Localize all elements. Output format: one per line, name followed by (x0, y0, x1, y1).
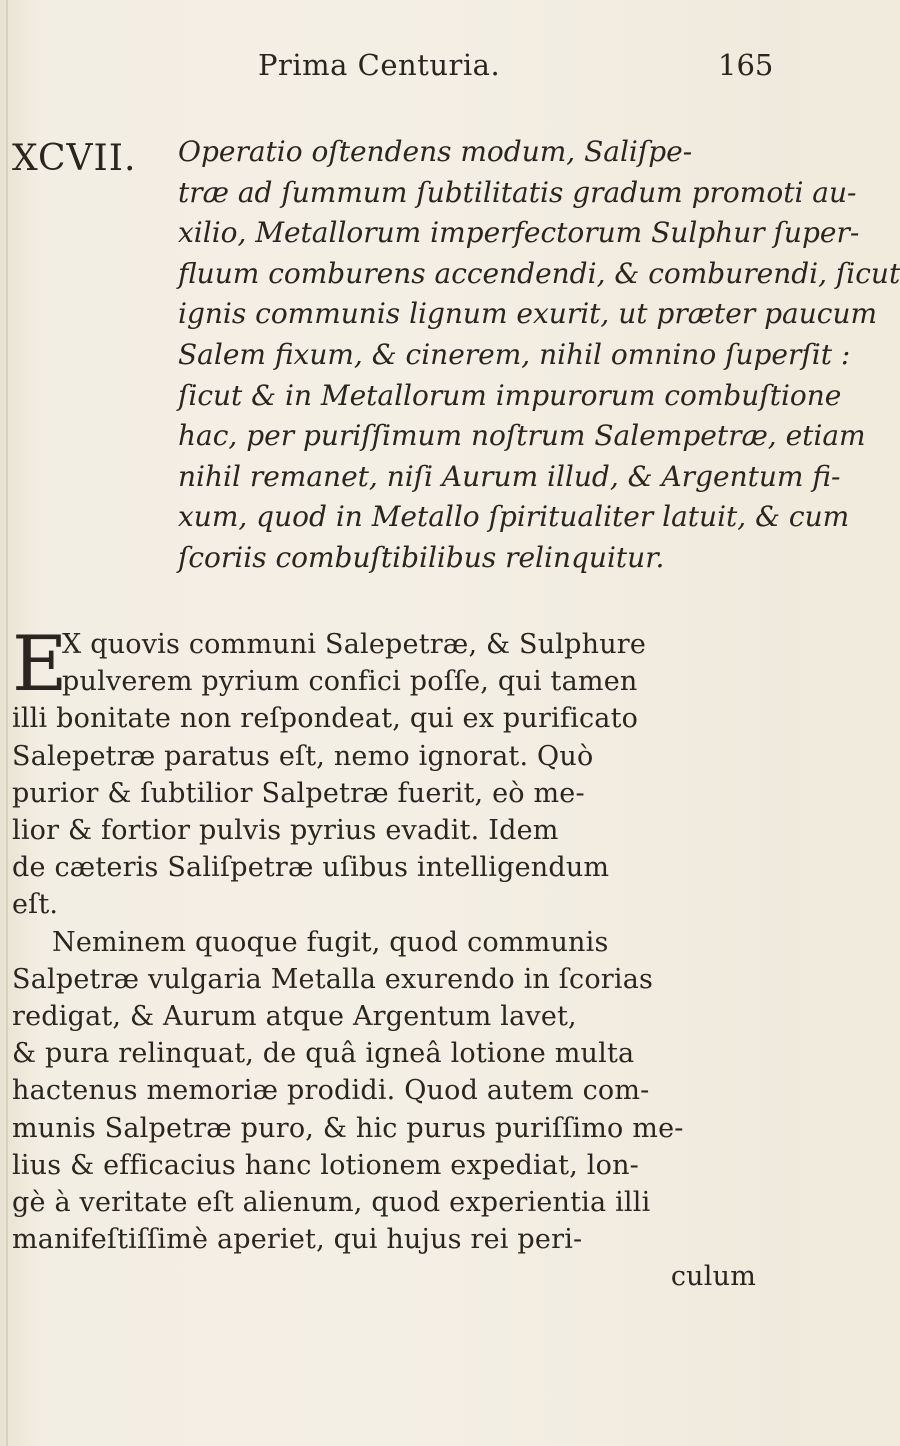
body-line: lior & fortior pulvis pyrius evadit. Idem (12, 815, 559, 847)
heading-line: ſcoriis combuſtibilibus relinquitur. (178, 540, 665, 574)
page-gutter (6, 0, 8, 1446)
running-title: Prima Centuria. (258, 48, 501, 82)
body-line: & pura relinquat, de quâ igneâ lotione multa (12, 1038, 635, 1070)
running-head (0, 44, 800, 94)
chapter-number: XCVII. (12, 138, 137, 179)
body-line: gè à veritate eſt alienum, quod experientia illi (12, 1187, 651, 1219)
body-line: manifeſtiſſimè aperiet, qui hujus rei peri- (12, 1224, 583, 1256)
chapter-heading (12, 132, 900, 579)
heading-line: Operatio oſtendens modum, Saliſpe- (178, 135, 693, 168)
heading-line: nihil remanet, niſi Aurum illud, & Argentum fi- (178, 459, 841, 493)
heading-line: træ ad ſummum ſubtilitatis gradum promoti au- (178, 175, 857, 209)
body-line: lius & efficacius hanc lotionem expediat, lon- (12, 1149, 639, 1181)
body-line: eſt. (12, 889, 59, 921)
body-line-text: X quovis communi Salepetræ, & Sulphure (62, 629, 647, 660)
heading-line: ignis communis lignum exurit, ut præter paucum (178, 297, 878, 331)
body-line: illi bonitate non reſpondeat, qui ex purificato (12, 703, 639, 735)
body-line: de cæteris Saliſpetræ uſibus intelligendum (12, 852, 610, 884)
body-line: redigat, & Aurum atque Argentum lavet, (12, 1001, 577, 1033)
body-line: munis Salpetræ puro, & hic purus puriſſimo me- (12, 1112, 684, 1144)
body-line: purior & ſubtilior Salpetræ fuerit, eò me- (12, 777, 585, 809)
heading-line: ſicut & in Metallorum impurorum combuſtione (178, 378, 842, 412)
body-line: Salepetræ paratus eſt, nemo ignorat. Quò (12, 740, 594, 772)
heading-line: xum, quod in Metallo ſpiritualiter latuit, & cum (178, 500, 850, 534)
body-line: pulverem pyrium confici poſſe, qui tamen (62, 666, 638, 698)
drop-cap: E (12, 619, 68, 708)
catchword: culum (670, 1261, 756, 1293)
body-line: Salpetræ vulgaria Metalla exurendo in ſcorias (12, 963, 654, 995)
heading-line: Salem fixum, & cinerem, nihil omnino ſuperſit : (178, 337, 851, 371)
body-line: Neminem quoque fugit, quod communis (52, 926, 609, 958)
page-number: 165 (718, 48, 774, 82)
body-text (12, 619, 790, 1296)
heading-line: hac, per puriſſimum noſtrum Salempetræ, etiam (178, 419, 866, 453)
heading-line: xilio, Metallorum imperfectorum Sulphur ſuper- (178, 216, 860, 250)
heading-line: fluum comburens accendendi, & comburendi, ſicut (178, 256, 900, 290)
body-line: hactenus memoriæ prodidi. Quod autem com- (12, 1075, 650, 1107)
